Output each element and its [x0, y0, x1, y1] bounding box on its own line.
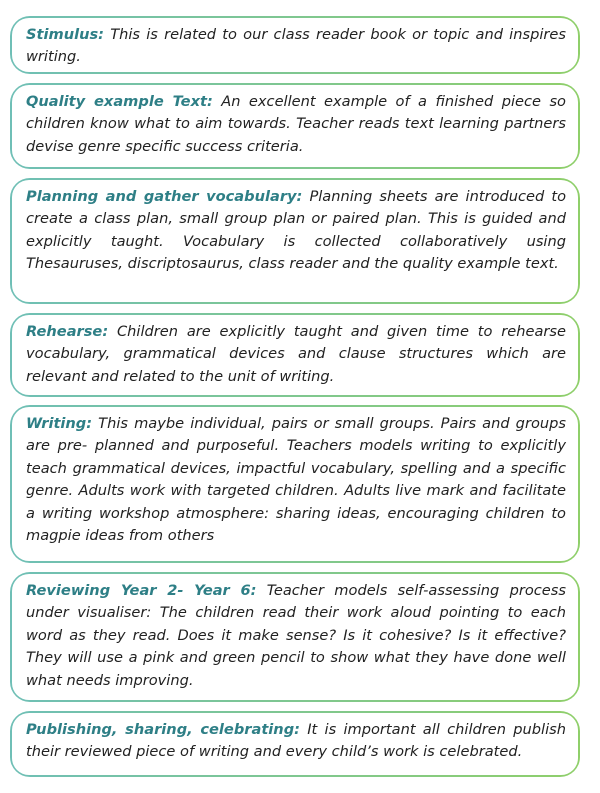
section-quality-example-text [10, 83, 580, 169]
section-text: An excellent example of a finished piece so children know what to aim towards. Teacher reads text learning partners devise genre specific success criteria. [26, 93, 566, 155]
section-writing [10, 405, 580, 563]
section-stimulus [10, 16, 580, 74]
section-title: Writing: [26, 415, 93, 432]
section-rehearse [10, 313, 580, 397]
section-planning-vocabulary [10, 178, 580, 304]
section-reviewing [10, 572, 580, 702]
section-text: This maybe individual, pairs or small groups. Pairs and groups are pre- planned and purposeful. Teachers models writing to explicitly teach grammatical devices, impactful vocabulary, spelling and a specific genre. Adults work with targeted children. Adults live mark and facilitate a writing workshop atmosphere: sharing ideas, encouraging children to magpie ideas from others [26, 415, 566, 545]
section-text: It is important all children publish their reviewed piece of writing and every child’s work is celebrated. [26, 721, 566, 761]
section-title: Planning and gather vocabulary: [26, 188, 303, 205]
section-text: Planning sheets are introduced to create a class plan, small group plan or paired plan. This is guided and explicitly taught. Vocabulary is collected collaboratively using Thesauruses, discriptosaurus, class reader and the quality example text. [26, 188, 566, 273]
section-title: Publishing, sharing, celebrating: [26, 721, 300, 738]
section-title: Stimulus: [26, 26, 104, 43]
section-title: Quality example Text: [26, 93, 213, 110]
section-publishing [10, 711, 580, 777]
section-title: Rehearse: [26, 323, 109, 340]
section-text: This is related to our class reader book or topic and inspires writing. [26, 26, 566, 66]
section-text: Teacher models self-assessing process under visualiser: The children read their work aloud pointing to each word as they read. Does it make sense? Is it cohesive? Is it effective? They will use a pink and green pencil to show what they have done well what needs improving. [26, 582, 566, 689]
section-title: Reviewing Year 2- Year 6: [26, 582, 257, 599]
section-text: Children are explicitly taught and given time to rehearse vocabulary, grammatical devices and clause structures which are relevant and related to the unit of writing. [26, 323, 566, 385]
